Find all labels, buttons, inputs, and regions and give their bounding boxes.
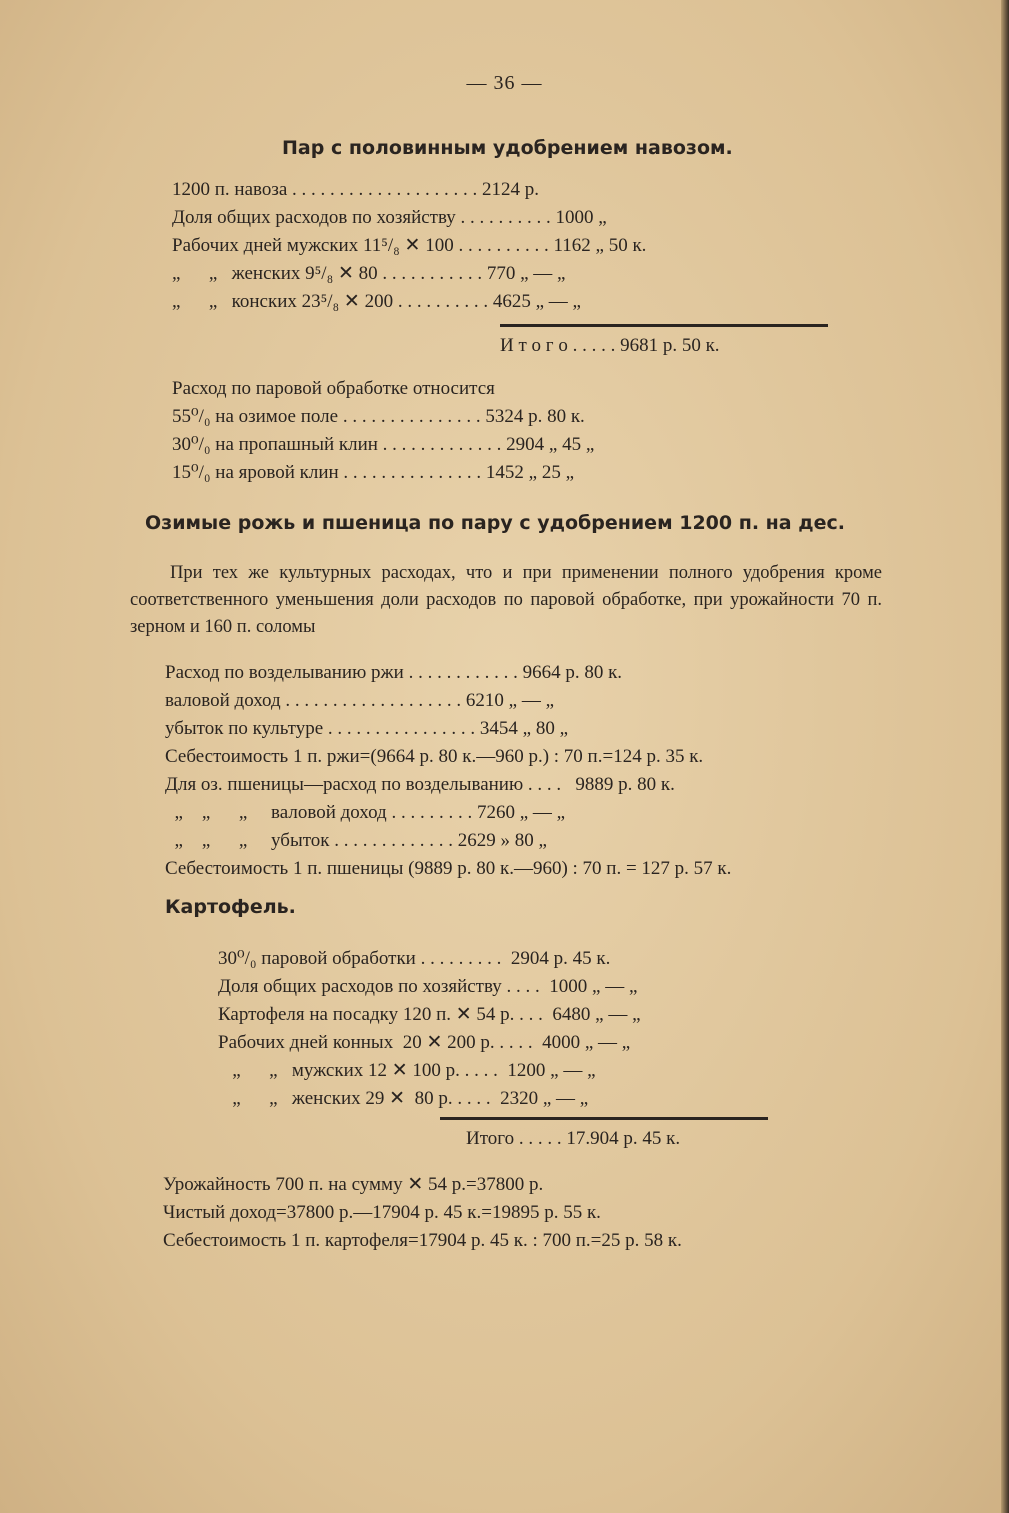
page-edge — [1001, 0, 1009, 1513]
section-title-winter-crops: Озимые рожь и пшеница по пару с удобрением 1200 п. на дес. — [145, 512, 845, 534]
crop-row: Расход по возделыванию ржи . . . . . . . . . . . . 9664 р. 80 к. — [165, 662, 623, 683]
crop-row: Для оз. пшеницы—расход по возделыванию . . . . 9889 р. 80 к. — [165, 774, 675, 795]
allocation-intro: Расход по паровой обработке относится — [172, 378, 495, 399]
crop-row: „ „ „ валовой доход . . . . . . . . . 7260 „ — „ — [165, 802, 566, 823]
page-number: — 36 — — [466, 72, 543, 94]
potato-row: 30⁰/₀ паровой обработки . . . . . . . . . 2904 р. 45 к. — [218, 948, 611, 969]
allocation-row: 55⁰/₀ на озимое поле . . . . . . . . . . . . . . . 5324 р. 80 к. — [172, 406, 585, 427]
summary-row: Себестоимость 1 п. картофеля=17904 р. 45 к. : 700 п.=25 р. 58 к. — [163, 1230, 682, 1251]
potato-row: „ „ женских 29 ✕ 80 р. . . . . 2320 „ — „ — [218, 1088, 589, 1109]
potato-row: Доля общих расходов по хозяйству . . . . 1000 „ — „ — [218, 976, 638, 997]
cost-row: „ „ женских 9⁵/₈ ✕ 80 . . . . . . . . . . . 770 „ — „ — [172, 263, 566, 284]
summary-row: Урожайность 700 п. на сумму ✕ 54 р.=37800 р. — [163, 1174, 544, 1195]
crop-row: Себестоимость 1 п. пшеницы (9889 р. 80 к.—960) : 70 п. = 127 р. 57 к. — [165, 858, 732, 879]
cost-row: Рабочих дней мужских 11⁵/₈ ✕ 100 . . . . . . . . . . 1162 „ 50 к. — [172, 235, 647, 256]
total-rule — [500, 324, 828, 327]
intro-paragraph: При тех же культурных расходах, что и при применении полного удобрения кроме соответственного уменьшения доли расходов по паровой обработке, при урожайности 70 п. зерном и 160 п. соломы — [130, 563, 882, 637]
total-rule — [440, 1117, 768, 1120]
cost-row: 1200 п. навоза . . . . . . . . . . . . . . . . . . . . 2124 р. — [172, 179, 540, 200]
crop-row: „ „ „ убыток . . . . . . . . . . . . . 2629 » 80 „ — [165, 830, 547, 851]
crop-row: Себестоимость 1 п. ржи=(9664 р. 80 к.—960 р.) : 70 п.=124 р. 35 к. — [165, 746, 704, 767]
section-title-potato: Картофель. — [165, 896, 296, 918]
total-row: Итого . . . . . 17.904 р. 45 к. — [466, 1128, 681, 1149]
potato-row: „ „ мужских 12 ✕ 100 р. . . . . 1200 „ — „ — [218, 1060, 596, 1081]
potato-row: Рабочих дней конных 20 ✕ 200 р. . . . . 4000 „ — „ — [218, 1032, 631, 1053]
crop-row: убыток по культуре . . . . . . . . . . . . . . . . 3454 „ 80 „ — [165, 718, 569, 739]
allocation-row: 15⁰/₀ на яровой клин . . . . . . . . . . . . . . . 1452 „ 25 „ — [172, 462, 575, 483]
total-row: И т о г о . . . . . 9681 р. 50 к. — [500, 335, 720, 356]
cost-row: Доля общих расходов по хозяйству . . . . . . . . . . 1000 „ — [172, 207, 607, 228]
cost-row: „ „ конских 23⁵/₈ ✕ 200 . . . . . . . . . . 4625 „ — „ — [172, 291, 581, 312]
allocation-row: 30⁰/₀ на пропашный клин . . . . . . . . . . . . . 2904 „ 45 „ — [172, 434, 595, 455]
potato-row: Картофеля на посадку 120 п. ✕ 54 р. . . . 6480 „ — „ — [218, 1004, 641, 1025]
crop-row: валовой доход . . . . . . . . . . . . . . . . . . . 6210 „ — „ — [165, 690, 555, 711]
summary-row: Чистый доход=37800 р.—17904 р. 45 к.=19895 р. 55 к. — [163, 1202, 601, 1223]
section-title-fallow: Пар с половинным удобрением навозом. — [282, 137, 733, 159]
